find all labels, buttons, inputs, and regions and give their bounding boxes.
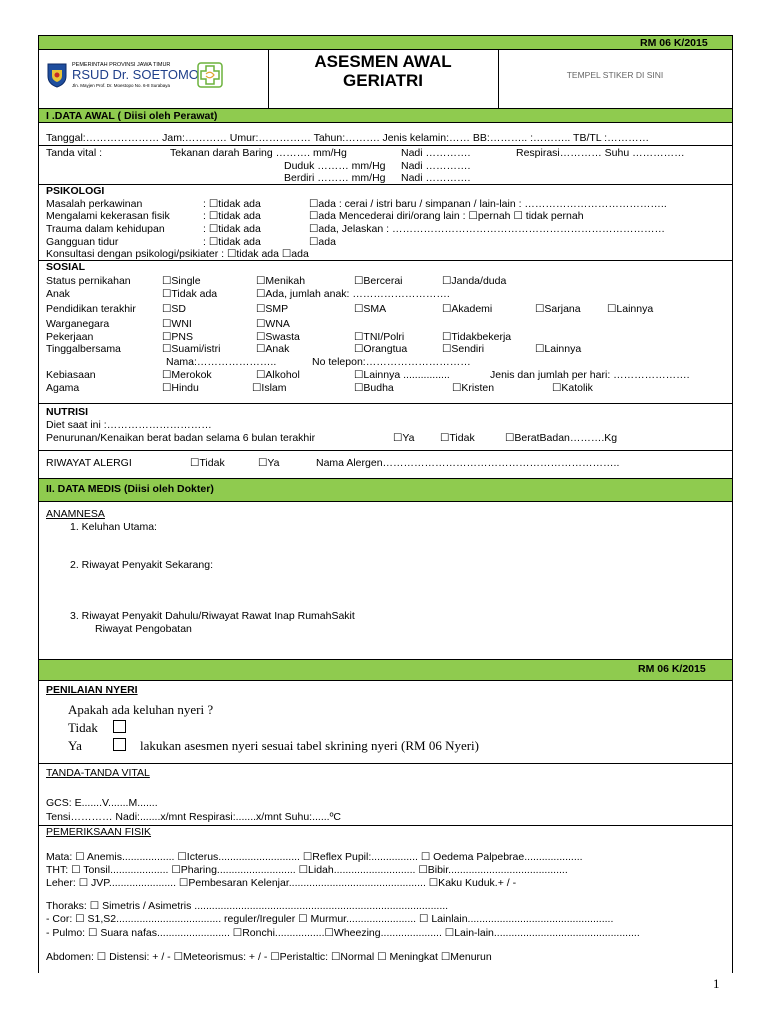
divider (38, 49, 733, 50)
hospital-name: RSUD Dr. SOETOMO (72, 67, 199, 82)
psikologi-option[interactable]: ☐ada, Jelaskan : …………………………………………………………………… (309, 223, 665, 235)
psikologi-heading: PSIKOLOGI (46, 185, 105, 197)
page-number: 1 (713, 976, 720, 991)
tinggal-option[interactable]: ☐Orangtua (354, 343, 408, 355)
hospital-logo (196, 61, 224, 89)
warga-option[interactable]: ☐WNI (162, 318, 192, 330)
vital-nadi-1: Nadi …………. (401, 147, 471, 159)
nyeri-question: Apakah ada keluhan nyeri ? (68, 702, 214, 717)
divider (38, 184, 733, 185)
nyeri-tidak-checkbox[interactable] (113, 720, 126, 733)
agama-option[interactable]: ☐Budha (354, 382, 394, 394)
divider (38, 145, 733, 146)
status-label: Status pernikahan (46, 275, 131, 287)
penurunan-label: Penurunan/Kenaikan berat badan selama 6 bulan terakhir (46, 432, 316, 444)
org-name-line1: PEMERINTAH PROVINSI JAWA TIMUR (72, 62, 171, 68)
agama-label: Agama (46, 382, 80, 394)
pekerjaan-option[interactable]: ☐TNI/Polri (354, 331, 405, 343)
psikologi-option[interactable]: : ☐tidak ada (203, 198, 261, 210)
pekerjaan-option[interactable]: ☐PNS (162, 331, 194, 343)
penurunan-bb[interactable]: ☐BeratBadan……….Kg (505, 432, 618, 444)
kebiasaan-option[interactable]: ☐Merokok (162, 369, 212, 381)
form-title-line1: ASESMEN AWAL (314, 52, 452, 71)
psikologi-option[interactable]: : ☐tidak ada (203, 210, 261, 222)
kebiasaan-option[interactable]: ☐Lainnya ................ (354, 369, 450, 381)
header-code-bar (39, 36, 732, 49)
nyeri-ya-label: Ya (68, 738, 82, 753)
divider (38, 763, 733, 764)
anamnesa-item: 3. Riwayat Penyakit Dahulu/Riwayat Rawat Inap RumahSakit (70, 610, 355, 622)
tensi-row: Tensi………… Nadi:.......x/mnt Respirasi:.......x/mnt Suhu:......ºC (46, 811, 341, 823)
rm-code: RM 06 K/2015 (640, 37, 708, 49)
fisik-mata: Mata: ☐ Anemis.................. ☐Icterus............................ ☐Reflex Pupil:................ ☐ Oedema Palpebrae.................... (46, 851, 583, 863)
vital-label: Tanda vital : (46, 147, 103, 159)
divider (38, 403, 733, 404)
divider (38, 450, 733, 451)
form-title-line2: GERIATRI (343, 71, 423, 90)
psikologi-option[interactable]: ☐ada Mencederai diri/orang lain : ☐pernah ☐ tidak pernah (309, 210, 584, 222)
tinggal-nama: Nama:………………….. (166, 356, 277, 368)
agama-option[interactable]: ☐Katolik (552, 382, 593, 394)
alergi-tidak[interactable]: ☐Tidak (190, 457, 225, 469)
penurunan-tidak[interactable]: ☐Tidak (440, 432, 475, 444)
tinggal-telepon: No telepon:………………………… (312, 356, 471, 368)
warga-option[interactable]: ☐WNA (256, 318, 290, 330)
pendidikan-option[interactable]: ☐Akademi (442, 303, 493, 315)
tinggal-option[interactable]: ☐Suami/istri (162, 343, 221, 355)
vital-berdiri: Berdiri ……… mm/Hg (284, 172, 386, 184)
frame-left-border (38, 35, 39, 973)
agama-option[interactable]: ☐Kristen (452, 382, 495, 394)
kebiasaan-jenis: Jenis dan jumlah per hari: …………………. (490, 369, 690, 381)
divider (38, 680, 733, 681)
divider (38, 501, 733, 502)
row-tanggal: Tanggal:………………… Jam:………… Umur:…………… Tahun:………. Jenis kelamin:…… BB:……….. :……….. TB/TL :………… (46, 132, 650, 144)
pendidikan-option[interactable]: ☐SMA (354, 303, 387, 315)
alergi-ya[interactable]: ☐Ya (258, 457, 280, 469)
hospital-address: Jln. Mayjen Prof. Dr. Moestopo No. 6-8 Surabaya (72, 83, 171, 88)
gcs-row: GCS: E.......V.......M....... (46, 797, 158, 809)
nyeri-heading: PENILAIAN NYERI (46, 684, 138, 696)
tinggal-option[interactable]: ☐Lainnya (535, 343, 582, 355)
vital-nadi-2: Nadi …………. (401, 160, 471, 172)
fisik-heading: PEMERIKSAAN FISIK (46, 826, 152, 838)
agama-option[interactable]: ☐Islam (252, 382, 287, 394)
vital-respirasi: Respirasi………… Suhu …………… (516, 147, 685, 159)
pendidikan-option[interactable]: ☐SD (162, 303, 186, 315)
pendidikan-option[interactable]: ☐Lainnya (607, 303, 654, 315)
kebiasaan-option[interactable]: ☐Alkohol (256, 369, 300, 381)
nyeri-ya-note: lakukan asesmen nyeri sesuai tabel skrining nyeri (RM 06 Nyeri) (140, 738, 479, 753)
fisik-pulmo: - Pulmo: ☐ Suara nafas......................... ☐Ronchi.................☐Wheezing..................... ☐Lain-lain.................................................. (46, 927, 640, 939)
fisik-leher: Leher: ☐ JVP....................... ☐Pembesaran Kelenjar............................................... ☐Kaku Kuduk.+ / - (46, 877, 517, 889)
psikologi-label: Masalah perkawinan (46, 198, 143, 210)
vital-baring: Tekanan darah Baring ………. mm/Hg (170, 147, 347, 159)
fisik-thoraks: Thoraks: ☐ Simetris / Asimetris ....................................................................................... (46, 900, 449, 912)
status-option[interactable]: ☐Single (162, 275, 201, 287)
rm-code-2: RM 06 K/2015 (638, 663, 706, 675)
alergi-nama: Nama Alergen………………………………………………………….. (316, 457, 620, 469)
psikologi-option[interactable]: : ☐tidak ada (203, 223, 261, 235)
fisik-tht: THT: ☐ Tonsil.................... ☐Pharing........................... ☐Lidah............................ ☐Bibir......................................... (46, 864, 568, 876)
divider (38, 260, 733, 261)
pendidikan-option[interactable]: ☐Sarjana (535, 303, 581, 315)
status-option[interactable]: ☐Janda/duda (442, 275, 507, 287)
anamnesa-pengobatan: Riwayat Pengobatan (95, 623, 192, 635)
tinggal-option[interactable]: ☐Anak (256, 343, 290, 355)
frame-right-border (732, 35, 733, 973)
divider (38, 122, 733, 123)
tinggal-option[interactable]: ☐Sendiri (442, 343, 485, 355)
anamnesa-item: 2. Riwayat Penyakit Sekarang: (70, 559, 213, 571)
fisik-abdomen: Abdomen: ☐ Distensi: + / - ☐Meteorismus: + / - ☐Peristaltic: ☐Normal ☐ Meningkat ☐Menurun (46, 951, 492, 963)
nyeri-ya-checkbox[interactable] (113, 738, 126, 751)
nutrisi-heading: NUTRISI (46, 406, 88, 418)
tinggal-label: Tinggalbersama (46, 343, 121, 355)
anamnesa-heading: ANAMNESA (46, 508, 105, 520)
warga-label: Warganegara (46, 318, 110, 330)
kebiasaan-label: Kebiasaan (46, 369, 96, 381)
province-logo (46, 62, 68, 88)
vital-duduk: Duduk ……… mm/Hg (284, 160, 386, 172)
sticker-placeholder: TEMPEL STIKER DI SINI (566, 70, 664, 80)
sosial-heading: SOSIAL (46, 261, 86, 273)
psikologi-label: Trauma dalam kehidupan (46, 223, 165, 235)
psikologi-label: Mengalami kekerasan fisik (46, 210, 170, 222)
pekerjaan-option[interactable]: ☐Swasta (256, 331, 300, 343)
vital-nadi-3: Nadi …………. (401, 172, 471, 184)
ttv-heading: TANDA-TANDA VITAL (46, 767, 150, 779)
alergi-label: RIWAYAT ALERGI (46, 457, 132, 469)
agama-option[interactable]: ☐Hindu (162, 382, 199, 394)
pendidikan-label: Pendidikan terakhir (46, 303, 136, 315)
status-option[interactable]: ☐Bercerai (354, 275, 403, 287)
psikologi-label: Gangguan tidur (46, 236, 119, 248)
section1-heading: I .DATA AWAL ( Diisi oleh Perawat) (46, 110, 218, 122)
pekerjaan-label: Pekerjaan (46, 331, 94, 343)
section2-heading: II. DATA MEDIS (Diisi oleh Dokter) (46, 483, 214, 495)
psikologi-option[interactable]: : ☐tidak ada (203, 236, 261, 248)
anak-option[interactable]: ☐Tidak ada (162, 288, 218, 300)
pekerjaan-option[interactable]: ☐Tidakbekerja (442, 331, 512, 343)
fisik-cor: - Cor: ☐ S1,S2.................................... reguler/Ireguler ☐ Murmur........................ ☐ Lainlain.................................................. (46, 913, 614, 925)
psikologi-option[interactable]: ☐ada (309, 236, 336, 248)
status-option[interactable]: ☐Menikah (256, 275, 306, 287)
diet-row: Diet saat ini :………………………… (46, 419, 212, 431)
konsultasi-row: Konsultasi dengan psikologi/psikiater : ☐tidak ada ☐ada (46, 248, 309, 260)
psikologi-option[interactable]: ☐ada : cerai / istri baru / simpanan / lain-lain : ………………………………….. (309, 198, 667, 210)
anak-option[interactable]: ☐Ada, jumlah anak: ………………………. (256, 288, 450, 300)
penurunan-ya[interactable]: ☐Ya (393, 432, 415, 444)
anamnesa-item: 1. Keluhan Utama: (70, 521, 157, 533)
nyeri-tidak-label: Tidak (68, 720, 98, 735)
pendidikan-option[interactable]: ☐SMP (256, 303, 289, 315)
anak-label: Anak (46, 288, 70, 300)
page2-code-bar (39, 660, 732, 680)
